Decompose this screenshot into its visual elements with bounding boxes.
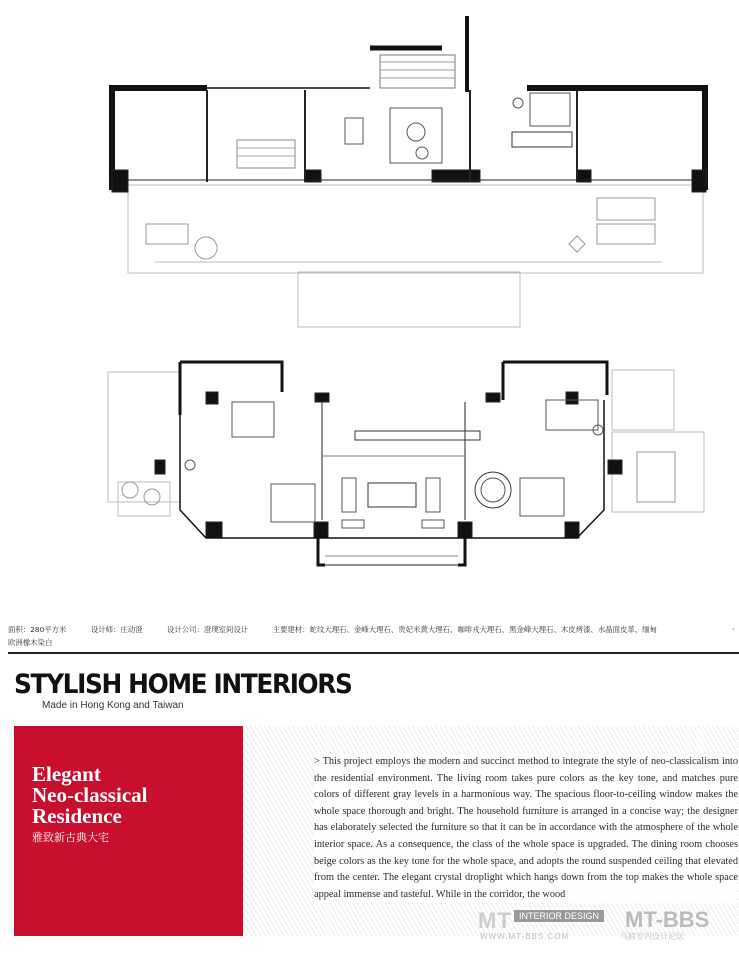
magazine-logo: STYLISH HOME INTERIORS [14,669,352,700]
company-spec: 设计公司：澄璞室间设计 [166,625,249,634]
title-line-1: Elegant [32,762,101,786]
upper-floor-plan [112,16,706,327]
watermark-tag: INTERIOR DESIGN [514,910,604,922]
page-mark: · [732,625,735,634]
watermark-url: WWW.MT-BBS.COM [480,932,570,941]
article-body: > This project employs the modern and succinct method to integrate the style of neo-classicalism into the residential environment. The living room takes pure colors as the key tone, and matches pure colors of different gray levels in a harmonious way. The spacious floor-to-ceiling window makes the whole space thorough and bright. The household furniture is arranged in a concise way; the designer has elaborately selected the furniture so that it can be in accordance with the atmosphere of the whole interior space. As a consequence, the class of the whole space is upgraded. The dining room chooses beige colors as the key tone for the whole space, and adopts the round suspended ceiling that elevated from the center. The elegant crystal droplight which hangs down from the top makes the whole space appeal immense and tasteful. While in the corridor, the wood [314,754,738,903]
watermark [430,898,739,943]
watermark-cn: 马蹄室内设计论坛 [620,932,684,941]
watermark-logo-2: MT-BBS [625,907,710,932]
title-line-2: Neo-classical [32,783,148,807]
magazine-subtitle: Made in Hong Kong and Taiwan [42,700,184,711]
article-title-cn: 雅致新古典大宅 [32,831,109,844]
project-specs [8,623,738,649]
designer-spec: 设计师：庄动澄 [90,625,143,634]
lower-floor-plan [108,362,704,565]
title-line-3: Residence [32,804,122,828]
materials-spec-cont: 欧洲橡木染白 [8,638,53,647]
area-spec: 面积：280平方米 [8,625,67,634]
article-title [32,764,147,827]
materials-spec: 主要建材：蛇纹大理石、金峰大理石、贵妃米黄大理石、咖啡戎大理石、黑金峰大理石、木皮烤漆、水晶面皮革、缅甸 [272,625,657,634]
section-divider [8,652,739,654]
watermark-logo: MT [478,908,512,933]
